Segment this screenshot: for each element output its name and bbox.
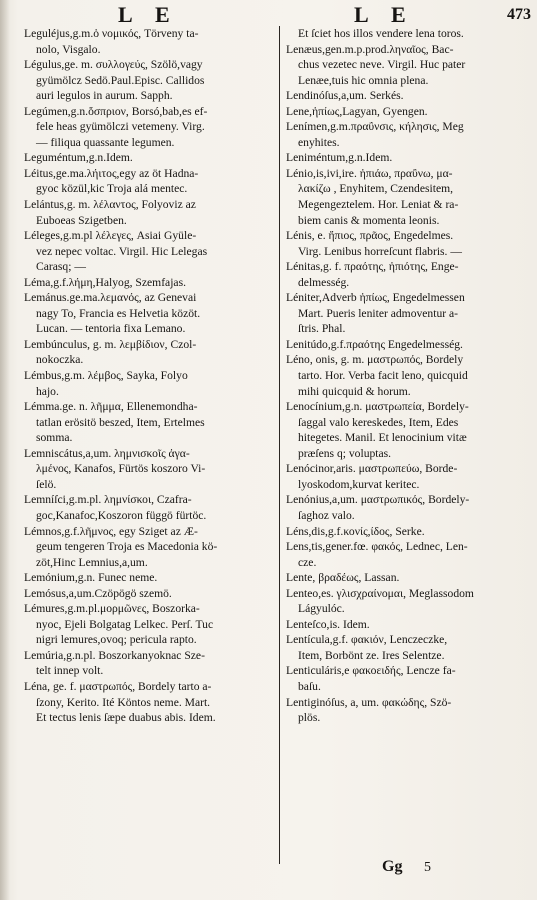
entry-line: enyhites. [298,135,340,149]
entry-line: biem canis & momenta leonis. [298,213,440,227]
entry-line: Lénio,is,ivi,ire. ἠπιάω, πραΰνω, μα- [286,166,453,180]
entry-line: Lembúnculus, g. m. λεμβίδιον, Czol- [24,337,197,351]
left-column [24,26,276,726]
entry-line: chus vezetec neve. Virgil. Huc pater [298,58,466,72]
entry-line: lyoskodom,kurvat keritec. [298,477,420,491]
entry-line: baſu. [298,679,321,693]
entry-line: delmesség. [298,275,350,289]
entry-line: tarto. Hor. Verba facit leno, quicquid [298,369,468,383]
entry-line: Lémures,g.m.pl.μορμῶνες, Boszorka- [24,602,200,616]
entry-line: Lenónius,a,um. μαστρωπικός, Bordely- [286,493,470,507]
entry-line: Léitus,ge.ma.λήιτος,egy az öt Hadna- [24,166,199,180]
entry-line: geum tengeren Troja es Macedonia kö- [36,540,218,554]
column-divider [279,26,280,864]
entry-line: Lente, βραδέως, Lassan. [286,571,400,585]
entry-line: Virg. Lenibus horreſcunt flabris. — [298,244,462,258]
signature-mark: Gg [382,858,403,875]
entry-line: Légulus,ge. m. συλλογεύς, Szölö,vagy [24,58,203,72]
entry-line: præſens q; voluptas. [298,446,392,460]
catchword: 5 [424,860,431,875]
entry-line: somma. [36,431,73,445]
entry-line: Lenteſco,is. Idem. [286,617,370,631]
entry-line: Item, Borbönt ze. Ires Selentze. [298,648,445,662]
entry-line: Lene,ἠπίως,Lagyan, Gyengen. [286,104,428,118]
entry-line: Léleges,g.m.pl λέλεγες, Asiai Gyüle- [24,229,197,243]
entry-line: ſaggal valo kereskedes, Item, Edes [298,415,459,429]
entry-line: nokoczka. [36,353,84,367]
entry-line: Lágyulóc. [298,602,345,616]
entry-line: tatlan erösitö beszed, Item, Ertelmes [36,415,205,429]
entry-line: zöt,Hinc Lemnius,a,um. [36,555,148,569]
entry-line: nagy To, Francia es Helvetia közöt. [36,306,201,320]
entry-line: Lenitúdo,g.f.πραότης Engedelmesség. [286,337,463,351]
entry-line: Legúmen,g.n.ὄσπριον, Borsó,bab,es ef- [24,104,208,118]
entry-line: fele heas gyümölczi vetemeny. Virg. [36,120,205,134]
entry-line: Et tectus lenis ſæpe duabus abis. Idem. [36,711,216,725]
entry-line: Lémbus,g.m. λέμβος, Sayka, Folyo [24,369,188,383]
entry-line: Lemúria,g.n.pl. Boszorkanyoknac Sze- [24,648,205,662]
entry-line: Carasq; — [36,260,86,274]
entry-line: λμένος, Kanafos, Fürtös koszoro Vi- [36,462,206,476]
running-head-left: L E [118,2,179,27]
entry-line: Léna, ge. f. μαστρωπός, Bordely tarto a- [24,679,212,693]
entry-line: vez nepec voltac. Virgil. Hic Lelegas [36,244,208,258]
entry-line: hitegetes. Manil. Et lenocinium vitæ [298,431,467,445]
entry-line: hajo. [36,384,59,398]
entry-line: nyoc, Ejeli Bolgatag Lelkec. Perſ. Tuc [36,617,214,631]
page-gutter-shadow [0,0,10,900]
entry-line: Lemniscátus,a,um. λημνισκοῖς ἀγα- [24,446,190,460]
entry-line: ſzony, Kerito. Ité Köntos neme. Mart. [36,695,211,709]
entry-line: Euboeas Szigetben. [36,213,127,227]
entry-line: Lenæus,gen.m.p.prod.ληναῖος, Bac- [286,42,454,56]
entry-line: Et ſciet hos illos vendere lena toros. [298,27,464,40]
entry-line: gyoc közül,kic Troja alá mentec. [36,182,188,196]
entry-line: Lémma.ge. n. λῆμμα, Ellenemondha- [24,400,198,414]
entry-line: Lentícula,g.f. φακιόν, Lenczeczke, [286,633,448,647]
entry-line: Lenæe,tuis hic omnia plena. [298,73,429,87]
running-head-right: L E [354,2,415,27]
entry-line: Lémnos,g.f.λῆμνος, egy Sziget az Æ- [24,524,198,538]
entry-line: Leguléjus,g.m.ὁ νομικός, Törveny ta- [24,27,199,40]
entry-line: ſtris. Phal. [298,322,346,336]
entry-line: Lucan. — tentoria fixa Lemano. [36,322,186,336]
entry-line: Lenteo,es. γλισχραίνομαι, Meglassodom [286,586,474,600]
entry-line: Mart. Pueris leniter admoventur a- [298,306,459,320]
entry-line: mihi quicquid & horum. [298,384,411,398]
entry-line: Lelántus,g. m. λέλαντος, Folyoviz az [24,198,196,212]
entry-line: Léns,dis,g.f.κονίς,ίδος, Serke. [286,524,425,538]
entry-line: Leguméntum,g.n.Idem. [24,151,133,165]
entry-line: Lenticuláris,e φακοειδής, Lencze fa- [286,664,456,678]
entry-line: Lénitas,g. f. πραότης, ἠπιότης, Enge- [286,260,459,274]
entry-line: Leniméntum,g.n.Idem. [286,151,393,165]
entry-line: nigri lemures,ovoq; pericula rapto. [36,633,197,647]
entry-line: Léniter,Adverb ἠπίως, Engedelmessen [286,291,465,305]
entry-line: ſaghoz valo. [298,508,355,522]
entry-line: — filiqua quassante legumen. [36,135,175,149]
entry-line: telt innep volt. [36,664,104,678]
entry-line: ſelö. [36,477,57,491]
entry-line: gyümölcz Sedö.Paul.Episc. Callidos [36,73,205,87]
entry-line: λακίζω , Enyhitem, Czendesitem, [298,182,454,196]
page-number: 473 [507,6,531,23]
entry-line: Lemánus.ge.ma.λεμανός, az Genevai [24,291,197,305]
entry-line: plös. [298,711,321,725]
entry-line: auri legulos in aurum. Sapph. [36,89,173,103]
entry-line: cze. [298,555,317,569]
entry-line: Lentiginóſus, a, um. φακώδης, Szö- [286,695,452,709]
entry-line: Lemónium,g.n. Funec neme. [24,571,158,585]
entry-line: goc,Kanafoc,Koszoron függö fürtöc. [36,508,207,522]
entry-line: Léno, onis, g. m. μαστρωπός, Bordely [286,353,464,367]
entry-line: Léma,g.f.λήμη,Halyog, Szemfajas. [24,275,186,289]
right-column [286,26,535,726]
entry-line: Lendinóſus,a,um. Serkés. [286,89,404,103]
entry-line: Lenímen,g.m.πραΰνσις, κήλησις, Meg [286,120,464,134]
entry-line: Lenócinor,aris. μαστρωπεύω, Borde- [286,462,458,476]
entry-line: Lenocínium,g.n. μαστρωπεία, Bordely- [286,400,469,414]
entry-line: Lemníſci,g.m.pl. λημνίσκοι, Czafra- [24,493,192,507]
entry-line: Lénis, e. ἤπιος, πρᾶος, Engedelmes. [286,229,454,243]
entry-line: Lemósus,a,um.Czöpögö szemö. [24,586,172,600]
entry-line: Megengeztelem. Hor. Leniat & ra- [298,198,459,212]
entry-line: Lens,tis,gener.fœ. φακός, Lednec, Len- [286,540,468,554]
entry-line: nolo, Visgalo. [36,42,101,56]
